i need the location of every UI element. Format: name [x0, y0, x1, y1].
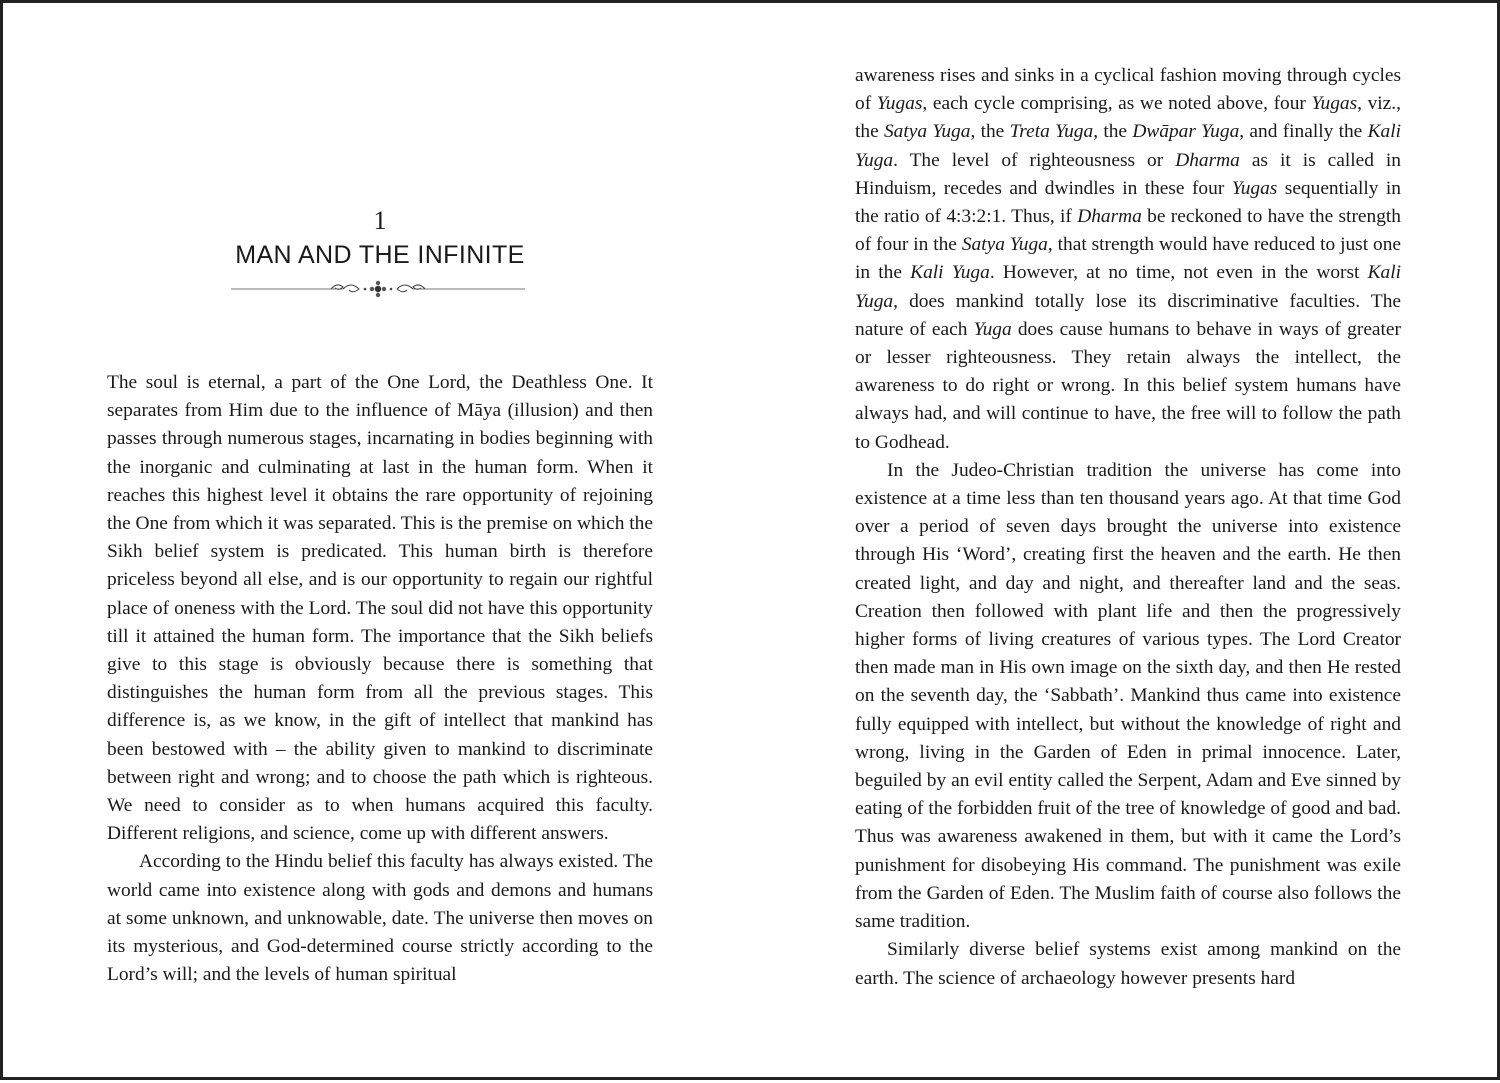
paragraph [855, 936, 1401, 992]
paragraph: The soul is eternal, a part of the One Lord, the Deathless One. It separates from Him due to the influence of Māya (illusion) and then passes through numerous stages, incarnating in bodies beginning with the inorganic and culminating at last in the human form. When it reaches this highest level it obtains the rare opportunity of rejoining the One from which it was separated. This is the premise on which the Sikh belief system is predicated. This human birth is therefore priceless beyond all else, and is our opportunity to regain our rightful place of oneness with the Lord. The soul did not have this opportunity till it attained the human form. The importance that the Sikh beliefs give to this stage is obviously because there is something that distinguishes the human form from all the previous stages. This difference is, as we know, in the gift of intellect that mankind has been bestowed with – the ability given to mankind to discriminate between right and wrong; and to choose the path which is righteous. We need to consider as to when humans acquired this faculty. Different religions, and science, come up with different answers. [107, 372, 653, 845]
text-run: . The level of righteousness or [893, 149, 1176, 171]
text-run: as it is called in Hinduism, recedes and dwindles in these four [855, 149, 1401, 199]
italic-term: Dharma [1077, 206, 1142, 228]
text-run: . However, at no time, not even in the worst [989, 262, 1368, 284]
left-text-column [107, 369, 653, 989]
text-run: awareness rises and sinks in a cyclical fashion moving through cycles of [855, 65, 1401, 115]
text-run: , and finally the [1239, 121, 1368, 143]
italic-term: Kali Yuga [855, 262, 1402, 312]
text-run: , does mankind totally lose its discriminative faculties. The nature of each [855, 290, 1401, 340]
text-run: In the Judeo-Christian tradition the universe has come into existence at a time less than ten thousand years ago. At that time God over a period of seven days brought the universe into existence through His ‘Word’, creating first the heaven and the earth. He then created light, and day and night, and thereafter land and the seas. Creation then followed with plant life and then the progressively higher forms of living creatures of various types. The Lord Creator then made man in His own image on the sixth day, and then He rested on the seventh day, the ‘Sabbath’. Mankind thus came into existence fully equipped with intellect, but without the knowledge of right and wrong, living in the Garden of Eden in primal innocence. Later, beguiled by an evil entity called the Serpent, Adam and Eve sinned by eating of the forbidden fruit of the tree of knowledge of good and bad. Thus was awareness awakened in them, but with it came the Lord’s punishment for disobeying His command. The punishment was exile from the Garden of Eden. The Muslim faith of course also follows the same tradition. [855, 459, 1401, 933]
paragraph: According to the Hindu belief this faculty has always existed. The world came into existence along with gods and demons and humans at some unknown, and unknowable, date. The universe then moves on its mysterious, and God-determined course strictly according to the Lord’s will; and the levels of human spiritual [107, 851, 653, 986]
paragraph [855, 457, 1401, 936]
text-run: , the [1093, 121, 1133, 143]
text-run: , that strength would have reduced to just one in the [855, 234, 1401, 284]
italic-term: Yugas [1231, 177, 1278, 199]
text-run: be reckoned to have the strength of four in the [855, 206, 1401, 256]
text-run: sequentially in the ratio of 4:3:2:1. Thus, if [855, 177, 1401, 228]
italic-term: Kali Yuga [910, 262, 990, 284]
italic-term: Yugas [1311, 93, 1358, 115]
text-run: , viz., the [855, 93, 1401, 143]
chapter-ornament-divider [231, 279, 525, 299]
chapter-number: 1 [373, 206, 387, 235]
left-page [3, 3, 753, 1083]
italic-term: Dwāpar Yuga [1132, 121, 1240, 143]
text-run: Similarly diverse belief systems exist among mankind on the earth. The science of archaeology however presents hard [855, 939, 1401, 989]
italic-term: Treta Yuga [1009, 121, 1094, 143]
italic-term: Yuga [973, 318, 1012, 340]
italic-term: Satya Yuga [883, 121, 971, 143]
text-run: , each cycle comprising, as we noted above, four [922, 93, 1312, 115]
text-run: does cause humans to behave in ways of greater or lesser righteousness. They retain always the intellect, the awareness to do right or wrong. In this belief system humans have always had, and will continue to have, the free will to follow the path to Godhead. [855, 318, 1401, 453]
right-page [753, 3, 1500, 1083]
italic-term: Kali Yuga [855, 121, 1401, 171]
chapter-title: MAN AND THE INFINITE [235, 241, 525, 269]
italic-term: Dharma [1175, 149, 1240, 171]
text-run: , the [970, 121, 1010, 143]
right-text-column [855, 62, 1401, 993]
italic-term: Satya Yuga [961, 234, 1048, 256]
paragraph [855, 62, 1401, 457]
italic-term: Yugas [876, 93, 923, 115]
